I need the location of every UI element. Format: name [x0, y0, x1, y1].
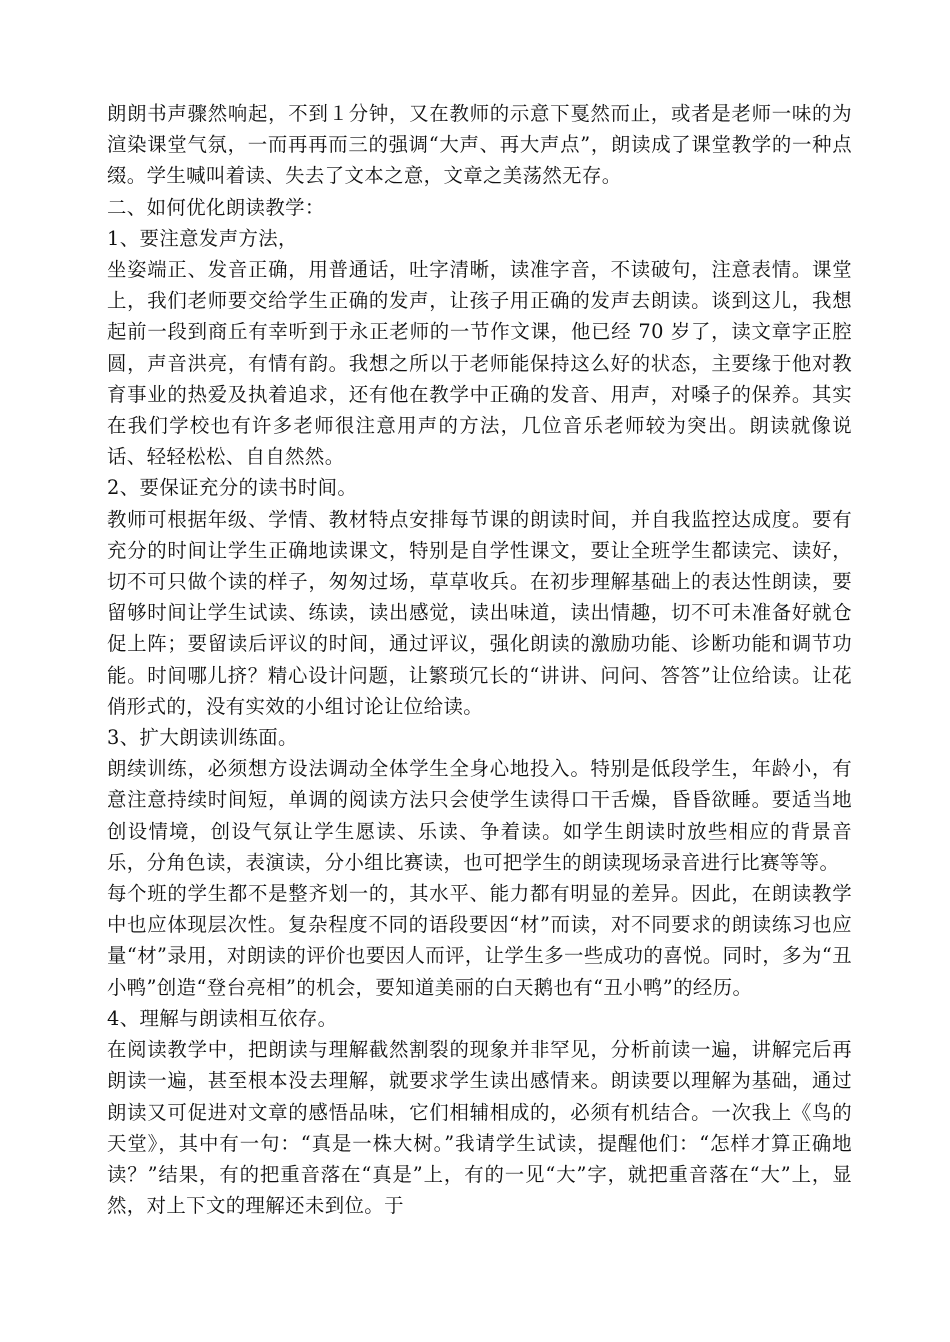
point-1-body: 坐姿端正、发音正确，用普通话，吐字清晰，读准字音，不读破句，注意表情。课堂上，我们老师要交给学生正确的发声，让孩子用正确的发声去朗读。谈到这儿，我想起前一段到商丘有幸听到于永正老师的一节作文课，他已经 70 岁了，读文章字正腔圆，声音洪亮，有情有韵。我想之所以于老师能保持这么好的状态，主要缘于他对教育事业的热爱及执着追求，还有他在教学中正确的发音、用声，对嗓子的保养。其实在我们学校也有许多老师很注意用声的方法，几位音乐老师较为突出。朗读就像说话、轻轻松松、自自然然。 [107, 258, 852, 469]
point-2-heading: 2、要保证充分的读书时间。 [107, 476, 358, 500]
document-body [107, 98, 852, 1221]
point-3-body: 朗续训练，必须想方设法调动全体学生全身心地投入。特别是低段学生，年龄小，有意注意持续时间短，单调的阅读方法只会使学生读得口干舌燥，昏昏欲睡。要适当地创设情境，创设气氛让学生愿读、乐读、争着读。如学生朗读时放些相应的背景音乐，分角色读，表演读，分小组比赛读，也可把学生的朗读现场录音进行比赛等等。 [107, 757, 852, 874]
point-3-heading: 3、扩大朗读训练面。 [107, 726, 298, 750]
point-4-body: 在阅读教学中，把朗读与理解截然割裂的现象并非罕见，分析前读一遍，讲解完后再朗读一遍，甚至根本没去理解，就要求学生读出感情来。朗读要以理解为基础，通过朗读又可促进对文章的感悟品味，它们相辅相成的，必须有机结合。一次我上《鸟的天堂》，其中有一句：“真是一株大树。”我请学生试读，提醒他们：“怎样才算正确地读？”结果，有的把重音落在“真是”上，有的一见“大”字，就把重音落在“大”上，显然，对上下文的理解还未到位。于 [107, 1038, 852, 1218]
section-heading-optimize-reading: 二、如何优化朗读教学： [107, 195, 325, 219]
point-2-body: 教师可根据年级、学情、教材特点安排每节课的朗读时间，并自我监控达成度。要有充分的时间让学生正确地读课文，特别是自学性课文，要让全班学生都读完、读好，切不可只做个读的样子，匆匆过场，草草收兵。在初步理解基础上的表达性朗读，要留够时间让学生试读、练读，读出感觉，读出味道，读出情趣，切不可未准备好就仓促上阵；要留读后评议的时间，通过评议，强化朗读的激励功能、诊断功能和调节功能。时间哪儿挤？精心设计问题，让繁琐冗长的“讲讲、问问、答答”让位给读。让花俏形式的，没有实效的小组讨论让位给读。 [107, 507, 852, 718]
point-4-heading: 4、理解与朗读相互依存。 [107, 1006, 338, 1030]
point-3-body-continued: 每个班的学生都不是整齐划一的，其水平、能力都有明显的差异。因此，在朗读教学中也应体现层次性。复杂程度不同的语段要因“材”而读，对不同要求的朗读练习也应量“材”录用，对朗读的评价也要因人而评，让学生多一些成功的喜悦。同时，多为“丑小鸭”创造“登台亮相”的机会，要知道美丽的白天鹅也有“丑小鸭”的经历。 [107, 882, 852, 999]
point-1-heading: 1、要注意发声方法， [107, 226, 298, 250]
paragraph-intro: 朗朗书声骤然响起，不到１分钟，又在教师的示意下戛然而止，或者是老师一味的为渲染课堂气氛，一而再再而三的强调“大声、再大声点”，朗读成了课堂教学的一种点缀。学生喊叫着读、失去了文本之意，文章之美荡然无存。 [107, 102, 852, 188]
